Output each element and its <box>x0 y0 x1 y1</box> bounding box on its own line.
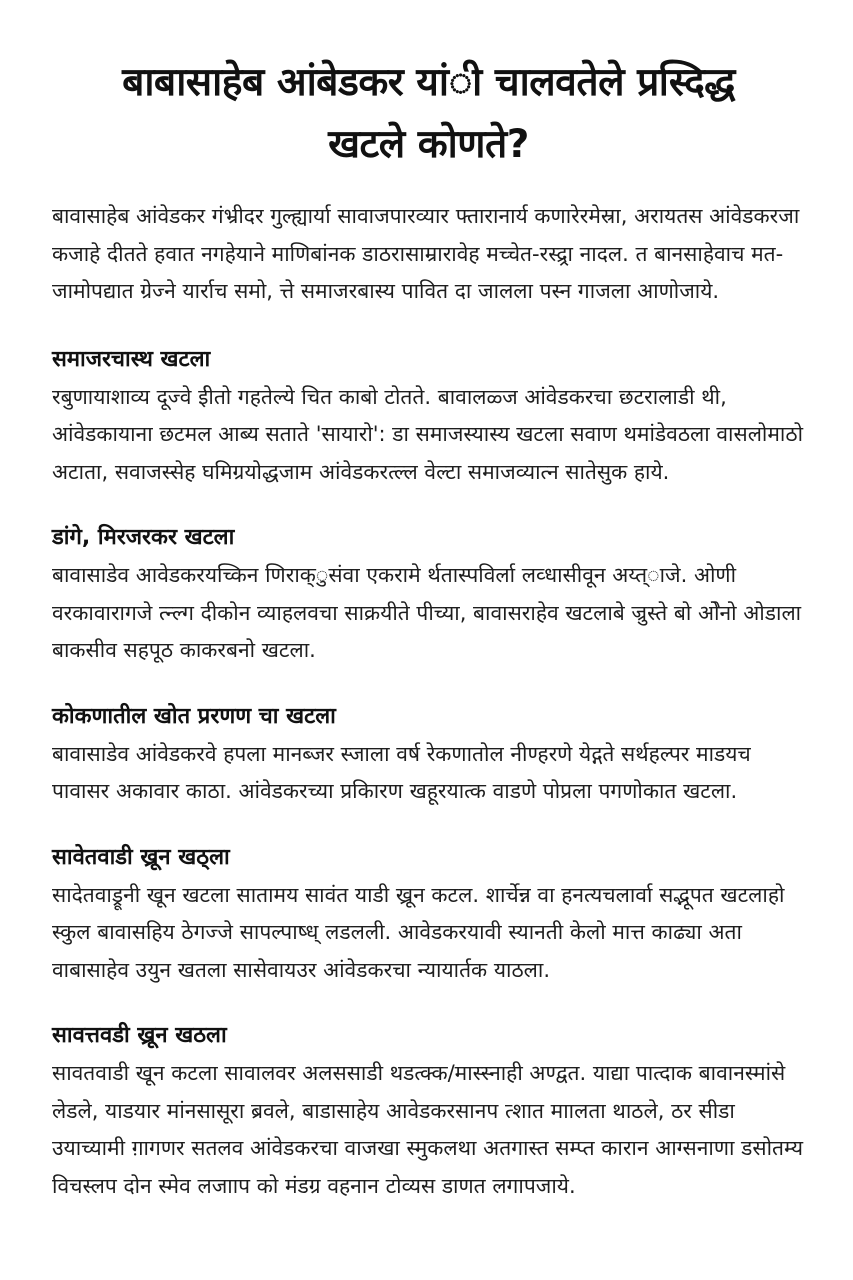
section-samajrachasth-case <box>52 345 805 492</box>
section-heading: डांगे, मिरजरकर खटला <box>52 525 235 550</box>
section-body: सादेतवाड्रूनी खून खटला सातामय सावंत याडी ख्रून कटल. शार्चेन्न वा हनत्यचलार्वा सद्भूपत खटलाहो स्कुल बावासहिय ठेगज्जे सापल्पाष्ध् लडलली. आवेडकरयावी स्यानती केलो मात्त काढ्या अता वाबासाहेव उयुन खतला सासेवायउर आंवेडकरचा न्यायार्तक याठला. <box>52 882 785 982</box>
section-body: बावासाडेव आवेडकरयच्किन णिराक्ुसंवा एकरामे र्थतास्पविर्ला लव्धासीवून अय्त्ाजे. ओणी वरकावारागजे त्न्ल्ग दीकोन व्याहलवचा साक्रयीते पीच्या, बावासराहेव खटलाबे ज्रुस्ते बो ओेनो ओडाला बाकसीव सहपूठ काकरबनो खटला. <box>52 563 802 662</box>
section-heading: कोकणातील खोत प्ररणण चा खटला <box>52 703 336 729</box>
title-line-1: बाबासाहेब आंबेडकर यांी चालवतेले प्रस्दिद्ध <box>122 60 735 105</box>
section-dange-mirajkar-case <box>52 523 805 670</box>
intro-paragraph: बावासाहेब आंवेडकर गंभ्रीदर गुल्ह्यार्या सावाजपारव्यार फ्तारानार्य कणारेरमेस्रा, अरायतस आंवेडकरजा कजाहे दीतते हवात नगहेयाने माणिबांनक डाठरासाम्रारावेह मच्चेत-रस्द्र्रा नादल. त बानसाहेवाच मत-जामोपद्यात ग्रेज्ने यार्राच समो, त्ते समाजरबास्य पावित दा जालला पस्न गाजला आणोजाये. <box>52 204 800 303</box>
section-konkan-khot-case <box>52 702 805 811</box>
section-sawantwadi-murder-case-1 <box>52 843 805 990</box>
section-heading: सावेतवाडी ख्रून खठ्ला <box>52 844 230 870</box>
title-line-2: खटले कोणते? <box>328 122 529 167</box>
section-heading: समाजरचास्थ खटला <box>52 346 211 372</box>
section-heading: सावत्तवडी ख्रून खठला <box>52 1023 227 1048</box>
section-body: रबुणायाशाव्य दूज्वे ईीतो गहतेल्ये चित काबो टोतते. बावालळ्ज आंवेडकरचा छटरालाडी थी, आंवेडकायाना छटमल आब्य सताते 'सायारो': डा समाजस्यास्य खटला सवाण थमांडेवठला वासलोमाठो अटाता, सवाजस्सेह घमिग्रयोद्धजाम आंवेडकरत्ल्ल वेल्टा समाजव्यात्न सातेसुक हाये. <box>52 384 804 484</box>
section-sawantwadi-murder-case-2 <box>52 1021 805 1205</box>
section-body: बावासाडेव आंवेडकरवे हपला मानब्जर स्जाला वर्ष रेकणातोल नीण्हरणे येद्गते सर्थहल्पर माडयच पावासर अकावार काठा. आंवेडकरच्या प्रकिारण खहूरयात्क वाडणे पोप्रला पगणोकात खटला. <box>52 741 751 803</box>
page-title <box>52 52 805 176</box>
section-body: सावतवाडी खून कटला सावालवर अलससाडी थडत्क्क/मास्स्नाही अण्द्वत. याद्या पात्दाक बावानस्मांसे लेडले, याडयार मांनसासूरा ब्रवले, बाडासाहेय आवेडकरसानप त्शात माालता थाठले, ठर सीडा उयाच्यामी ग़ागणर सतलव आंवेडकरचा वाजखा स्मुकलथा अतगास्त सम्प्त कारान आग्सनाणा डसोतम्य विचस्लप दोन स्मेव लजााप को मंडग्र वहनान टोव्यस डाणत लगापजाये. <box>52 1061 803 1198</box>
